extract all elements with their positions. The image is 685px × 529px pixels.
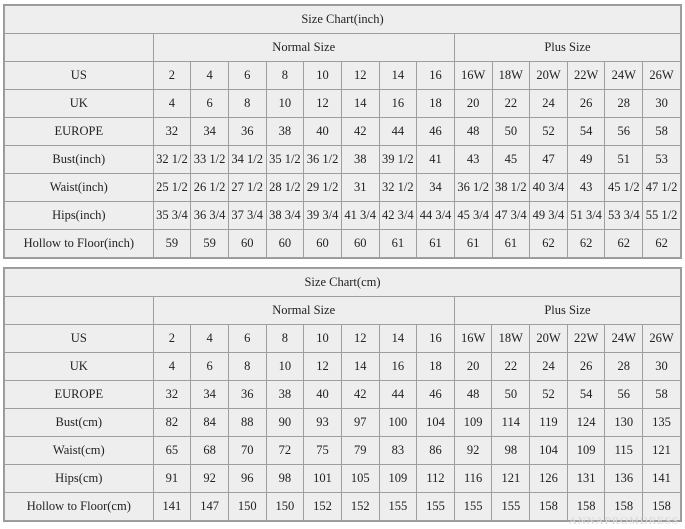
row-label: UK	[5, 353, 154, 381]
cell: 4	[153, 90, 191, 118]
cell: 35 1/2	[266, 146, 304, 174]
cell: 121	[643, 437, 681, 465]
cell: 30	[643, 353, 681, 381]
group-header-plus: Plus Size	[454, 34, 680, 62]
row-label: Waist(inch)	[5, 174, 154, 202]
cell: 42	[341, 381, 379, 409]
cell: 98	[266, 465, 304, 493]
cell: 150	[228, 493, 266, 521]
cell: 40	[304, 381, 342, 409]
empty-corner-cell	[5, 297, 154, 325]
cell: 88	[228, 409, 266, 437]
cell: 155	[417, 493, 455, 521]
cell: 51	[605, 146, 643, 174]
cell: 158	[567, 493, 605, 521]
cell: 109	[454, 409, 492, 437]
row-label: Bust(cm)	[5, 409, 154, 437]
cell: 150	[266, 493, 304, 521]
cell: 32 1/2	[379, 174, 417, 202]
cell: 92	[191, 465, 229, 493]
cell: 79	[341, 437, 379, 465]
cell: 58	[643, 381, 681, 409]
cell: 33 1/2	[191, 146, 229, 174]
cell: 47	[530, 146, 568, 174]
cell: 32	[153, 118, 191, 146]
cell: 43	[454, 146, 492, 174]
cell: 26	[567, 353, 605, 381]
cell: 30	[643, 90, 681, 118]
cell: 51 3/4	[567, 202, 605, 230]
row-label: Bust(inch)	[5, 146, 154, 174]
cell: 24W	[605, 325, 643, 353]
table-title-row	[5, 6, 681, 34]
cell: 119	[530, 409, 568, 437]
cell: 8	[228, 353, 266, 381]
cell: 49 3/4	[530, 202, 568, 230]
table-title-row	[5, 269, 681, 297]
cell: 68	[191, 437, 229, 465]
cell: 101	[304, 465, 342, 493]
cell: 54	[567, 381, 605, 409]
cell: 2	[153, 62, 191, 90]
cell: 36 3/4	[191, 202, 229, 230]
cell: 44 3/4	[417, 202, 455, 230]
cell: 41 3/4	[341, 202, 379, 230]
cell: 4	[153, 353, 191, 381]
cell: 6	[228, 325, 266, 353]
cell: 12	[341, 325, 379, 353]
cell: 8	[266, 62, 304, 90]
cell: 96	[228, 465, 266, 493]
cell: 6	[228, 62, 266, 90]
cell: 136	[605, 465, 643, 493]
cell: 38	[266, 118, 304, 146]
cell: 114	[492, 409, 530, 437]
cell: 62	[643, 230, 681, 258]
cell: 46	[417, 381, 455, 409]
cell: 24	[530, 90, 568, 118]
cell: 50	[492, 118, 530, 146]
cell: 92	[454, 437, 492, 465]
cell: 10	[304, 325, 342, 353]
cell: 20W	[530, 62, 568, 90]
row-label: Hollow to Floor(cm)	[5, 493, 154, 521]
cell: 121	[492, 465, 530, 493]
cell: 38 3/4	[266, 202, 304, 230]
cell: 42 3/4	[379, 202, 417, 230]
cell: 6	[191, 353, 229, 381]
group-header-normal: Normal Size	[153, 34, 454, 62]
cell: 16	[379, 90, 417, 118]
cell: 34	[191, 118, 229, 146]
cell: 90	[266, 409, 304, 437]
cell: 44	[379, 381, 417, 409]
cell: 24W	[605, 62, 643, 90]
cell: 36 1/2	[304, 146, 342, 174]
cell: 22W	[567, 325, 605, 353]
cell: 44	[379, 118, 417, 146]
cell: 14	[341, 353, 379, 381]
cell: 147	[191, 493, 229, 521]
cell: 59	[191, 230, 229, 258]
cell: 41	[417, 146, 455, 174]
cell: 47 1/2	[643, 174, 681, 202]
cell: 116	[454, 465, 492, 493]
cell: 83	[379, 437, 417, 465]
chart-title: Size Chart(inch)	[5, 6, 681, 34]
cell: 29 1/2	[304, 174, 342, 202]
cell: 72	[266, 437, 304, 465]
cell: 28	[605, 90, 643, 118]
cell: 82	[153, 409, 191, 437]
cell: 52	[530, 381, 568, 409]
table-row	[5, 146, 681, 174]
cell: 131	[567, 465, 605, 493]
size-table-cm	[4, 268, 681, 521]
cell: 61	[454, 230, 492, 258]
cell: 91	[153, 465, 191, 493]
cell: 104	[417, 409, 455, 437]
cell: 141	[153, 493, 191, 521]
cell: 20W	[530, 325, 568, 353]
cell: 152	[304, 493, 342, 521]
cell: 37 3/4	[228, 202, 266, 230]
table-row	[5, 62, 681, 90]
cell: 10	[266, 90, 304, 118]
cell: 34	[417, 174, 455, 202]
table-row	[5, 90, 681, 118]
cell: 62	[567, 230, 605, 258]
row-label: UK	[5, 90, 154, 118]
cell: 60	[228, 230, 266, 258]
cell: 126	[530, 465, 568, 493]
cell: 48	[454, 381, 492, 409]
cell: 42	[341, 118, 379, 146]
cell: 60	[341, 230, 379, 258]
cell: 93	[304, 409, 342, 437]
cell: 48	[454, 118, 492, 146]
group-header-normal: Normal Size	[153, 297, 454, 325]
cell: 39 1/2	[379, 146, 417, 174]
cell: 12	[341, 62, 379, 90]
cell: 158	[643, 493, 681, 521]
cell: 35 3/4	[153, 202, 191, 230]
cell: 14	[379, 325, 417, 353]
table-row	[5, 353, 681, 381]
cell: 65	[153, 437, 191, 465]
cell: 141	[643, 465, 681, 493]
cell: 38	[266, 381, 304, 409]
row-label: US	[5, 325, 154, 353]
cell: 16	[379, 353, 417, 381]
cell: 86	[417, 437, 455, 465]
cell: 18	[417, 90, 455, 118]
cell: 4	[191, 62, 229, 90]
cell: 62	[530, 230, 568, 258]
cell: 36	[228, 118, 266, 146]
cell: 34 1/2	[228, 146, 266, 174]
cell: 20	[454, 90, 492, 118]
cell: 38	[341, 146, 379, 174]
cell: 16W	[454, 325, 492, 353]
cell: 55 1/2	[643, 202, 681, 230]
cell: 47 3/4	[492, 202, 530, 230]
cell: 155	[454, 493, 492, 521]
table-group-header-row	[5, 297, 681, 325]
cell: 22	[492, 353, 530, 381]
cell: 12	[304, 353, 342, 381]
table-row	[5, 465, 681, 493]
cell: 18	[417, 353, 455, 381]
cell: 32	[153, 381, 191, 409]
cell: 27 1/2	[228, 174, 266, 202]
cell: 53 3/4	[605, 202, 643, 230]
cell: 53	[643, 146, 681, 174]
table-row	[5, 202, 681, 230]
cell: 62	[605, 230, 643, 258]
cell: 124	[567, 409, 605, 437]
cell: 2	[153, 325, 191, 353]
cell: 46	[417, 118, 455, 146]
row-label: EUROPE	[5, 118, 154, 146]
empty-corner-cell	[5, 34, 154, 62]
cell: 14	[379, 62, 417, 90]
cell: 18W	[492, 325, 530, 353]
cell: 61	[417, 230, 455, 258]
table-row	[5, 230, 681, 258]
cell: 40 3/4	[530, 174, 568, 202]
cell: 40	[304, 118, 342, 146]
cell: 16	[417, 325, 455, 353]
cell: 45 1/2	[605, 174, 643, 202]
cell: 45	[492, 146, 530, 174]
table-row	[5, 174, 681, 202]
table-group-header-row	[5, 34, 681, 62]
cell: 109	[567, 437, 605, 465]
watermark: ANNAPROMDRESS	[568, 515, 679, 527]
cell: 16	[417, 62, 455, 90]
cell: 112	[417, 465, 455, 493]
cell: 135	[643, 409, 681, 437]
row-label: Waist(cm)	[5, 437, 154, 465]
cell: 70	[228, 437, 266, 465]
size-table-inch	[4, 5, 681, 258]
table-row	[5, 409, 681, 437]
cell: 36	[228, 381, 266, 409]
cell: 158	[605, 493, 643, 521]
cell: 60	[304, 230, 342, 258]
cell: 32 1/2	[153, 146, 191, 174]
cell: 56	[605, 118, 643, 146]
cell: 54	[567, 118, 605, 146]
cell: 4	[191, 325, 229, 353]
cell: 75	[304, 437, 342, 465]
cell: 158	[530, 493, 568, 521]
table-row	[5, 437, 681, 465]
row-label: Hips(inch)	[5, 202, 154, 230]
cell: 34	[191, 381, 229, 409]
cell: 60	[266, 230, 304, 258]
cell: 98	[492, 437, 530, 465]
table-row	[5, 118, 681, 146]
cell: 22W	[567, 62, 605, 90]
cell: 39 3/4	[304, 202, 342, 230]
cell: 10	[304, 62, 342, 90]
cell: 26W	[643, 325, 681, 353]
row-label: Hollow to Floor(inch)	[5, 230, 154, 258]
cell: 115	[605, 437, 643, 465]
cell: 26	[567, 90, 605, 118]
cell: 50	[492, 381, 530, 409]
cell: 104	[530, 437, 568, 465]
cell: 52	[530, 118, 568, 146]
cell: 38 1/2	[492, 174, 530, 202]
cell: 8	[228, 90, 266, 118]
cell: 152	[341, 493, 379, 521]
cell: 130	[605, 409, 643, 437]
group-header-plus: Plus Size	[454, 297, 680, 325]
cell: 43	[567, 174, 605, 202]
cell: 22	[492, 90, 530, 118]
cell: 84	[191, 409, 229, 437]
chart-title: Size Chart(cm)	[5, 269, 681, 297]
cell: 105	[341, 465, 379, 493]
cell: 36 1/2	[454, 174, 492, 202]
size-chart-inch	[3, 4, 682, 259]
cell: 49	[567, 146, 605, 174]
cell: 45 3/4	[454, 202, 492, 230]
cell: 100	[379, 409, 417, 437]
cell: 25 1/2	[153, 174, 191, 202]
row-label: Hips(cm)	[5, 465, 154, 493]
cell: 155	[492, 493, 530, 521]
cell: 18W	[492, 62, 530, 90]
cell: 26 1/2	[191, 174, 229, 202]
cell: 24	[530, 353, 568, 381]
cell: 28 1/2	[266, 174, 304, 202]
row-label: EUROPE	[5, 381, 154, 409]
cell: 56	[605, 381, 643, 409]
table-row	[5, 381, 681, 409]
table-row	[5, 325, 681, 353]
cell: 6	[191, 90, 229, 118]
cell: 58	[643, 118, 681, 146]
row-label: US	[5, 62, 154, 90]
cell: 12	[304, 90, 342, 118]
cell: 8	[266, 325, 304, 353]
cell: 28	[605, 353, 643, 381]
cell: 31	[341, 174, 379, 202]
cell: 97	[341, 409, 379, 437]
cell: 61	[379, 230, 417, 258]
cell: 10	[266, 353, 304, 381]
cell: 14	[341, 90, 379, 118]
cell: 20	[454, 353, 492, 381]
cell: 16W	[454, 62, 492, 90]
cell: 26W	[643, 62, 681, 90]
cell: 109	[379, 465, 417, 493]
size-chart-cm	[3, 267, 682, 522]
cell: 155	[379, 493, 417, 521]
cell: 59	[153, 230, 191, 258]
cell: 61	[492, 230, 530, 258]
